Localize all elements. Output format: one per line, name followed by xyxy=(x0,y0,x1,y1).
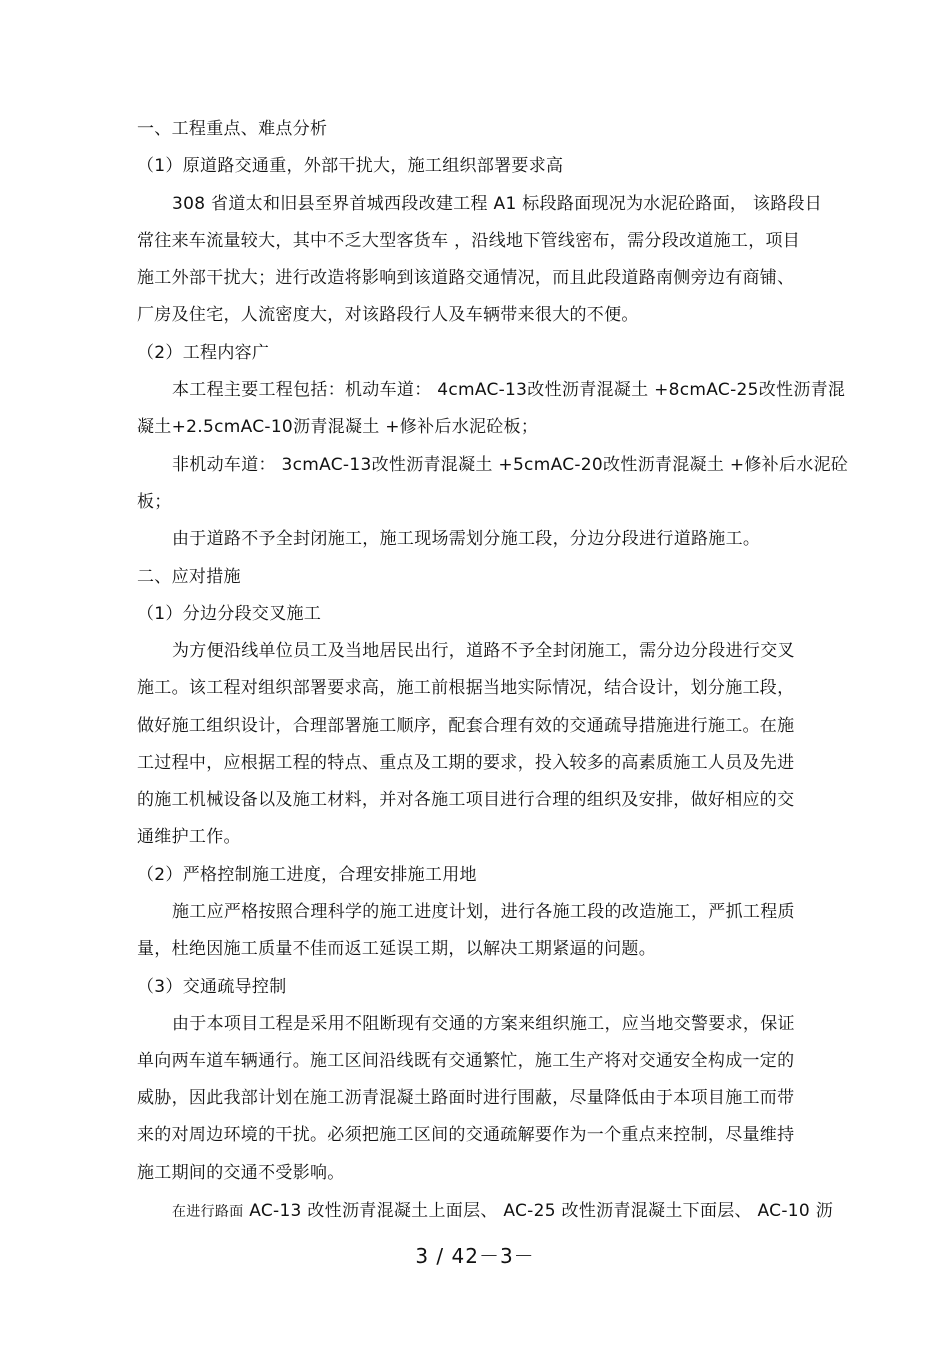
paragraph-line: 施工外部干扰大；进行改造将影响到该道路交通情况，而且此段道路南侧旁边有商铺、 xyxy=(137,268,795,288)
paragraph-line: 由于道路不予全封闭施工，施工现场需划分施工段，分边分段进行道路施工。 xyxy=(172,529,761,549)
paragraph-line: 威胁，因此我部计划在施工沥青混凝土路面时进行围蔽，尽量降低由于本项目施工而带 xyxy=(137,1088,795,1108)
paragraph-line: 非机动车道： 3cmAC-13改性沥青混凝土 +5cmAC-20改性沥青混凝土 +修补后水泥砼 xyxy=(172,455,849,475)
subsection-heading-1-2: （2）工程内容广 xyxy=(137,343,270,363)
paragraph-line: 做好施工组织设计，合理部署施工顺序，配套合理有效的交通疏导措施进行施工。在施 xyxy=(137,716,795,736)
paragraph-line: 板； xyxy=(137,492,172,512)
page-footer: 3 / 42－3－ xyxy=(415,1244,535,1268)
paragraph-line: 凝土+2.5cmAC-10沥青混凝土 +修补后水泥砼板； xyxy=(137,417,539,437)
paragraph-line: 来的对周边环境的干扰。必须把施工区间的交通疏解要作为一个重点来控制，尽量维持 xyxy=(137,1125,795,1145)
last-line-rest: AC-13 改性沥青混凝土上面层、 AC-25 改性沥青混凝土下面层、 AC-10 沥 xyxy=(243,1201,834,1221)
paragraph-line: 施工应严格按照合理科学的施工进度计划，进行各施工段的改造施工，严抓工程质 xyxy=(172,902,795,922)
paragraph-line: 由于本项目工程是采用不阻断现有交通的方案来组织施工，应当地交警要求，保证 xyxy=(172,1014,795,1034)
paragraph-line: 308 省道太和旧县至界首城西段改建工程 A1 标段路面现况为水泥砼路面， 该路段日 xyxy=(172,194,823,214)
paragraph-line: 厂房及住宅，人流密度大，对该路段行人及车辆带来很大的不便。 xyxy=(137,305,639,325)
subsection-heading-1-1: （1）原道路交通重，外部干扰大，施工组织部署要求高 xyxy=(137,156,564,176)
section-heading-2: 二、应对措施 xyxy=(137,567,241,587)
paragraph-line: 通维护工作。 xyxy=(137,827,241,847)
paragraph-line: 本工程主要工程包括：机动车道： 4cmAC-13改性沥青混凝土 +8cmAC-25改性沥青混 xyxy=(172,380,846,400)
paragraph-line: 的施工机械设备以及施工材料，并对各施工项目进行合理的组织及安排，做好相应的交 xyxy=(137,790,795,810)
paragraph-line: 为方便沿线单位员工及当地居民出行，道路不予全封闭施工，需分边分段进行交叉 xyxy=(172,641,795,661)
paragraph-line: 常往来车流量较大，其中不乏大型客货车 ，沿线地下管线密布，需分段改道施工，项目 xyxy=(137,231,801,251)
subsection-heading-2-2: （2）严格控制施工进度，合理安排施工用地 xyxy=(137,865,477,885)
subsection-heading-2-1: （1）分边分段交叉施工 xyxy=(137,604,322,624)
subsection-heading-2-3: （3）交通疏导控制 xyxy=(137,977,287,997)
paragraph-line-last xyxy=(172,1200,833,1223)
paragraph-line: 施工。该工程对组织部署要求高，施工前根据当地实际情况，结合设计，划分施工段， xyxy=(137,678,795,698)
section-heading-1: 一、工程重点、难点分析 xyxy=(137,119,328,139)
paragraph-line: 施工期间的交通不受影响。 xyxy=(137,1163,345,1183)
paragraph-line: 工过程中，应根据工程的特点、重点及工期的要求，投入较多的高素质施工人员及先进 xyxy=(137,753,795,773)
paragraph-line: 单向两车道车辆通行。施工区间沿线既有交通繁忙，施工生产将对交通安全构成一定的 xyxy=(137,1051,795,1071)
paragraph-line: 量，杜绝因施工质量不佳而返工延误工期，以解决工期紧逼的问题。 xyxy=(137,939,656,959)
last-line-prefix: 在进行路面 xyxy=(172,1204,244,1220)
